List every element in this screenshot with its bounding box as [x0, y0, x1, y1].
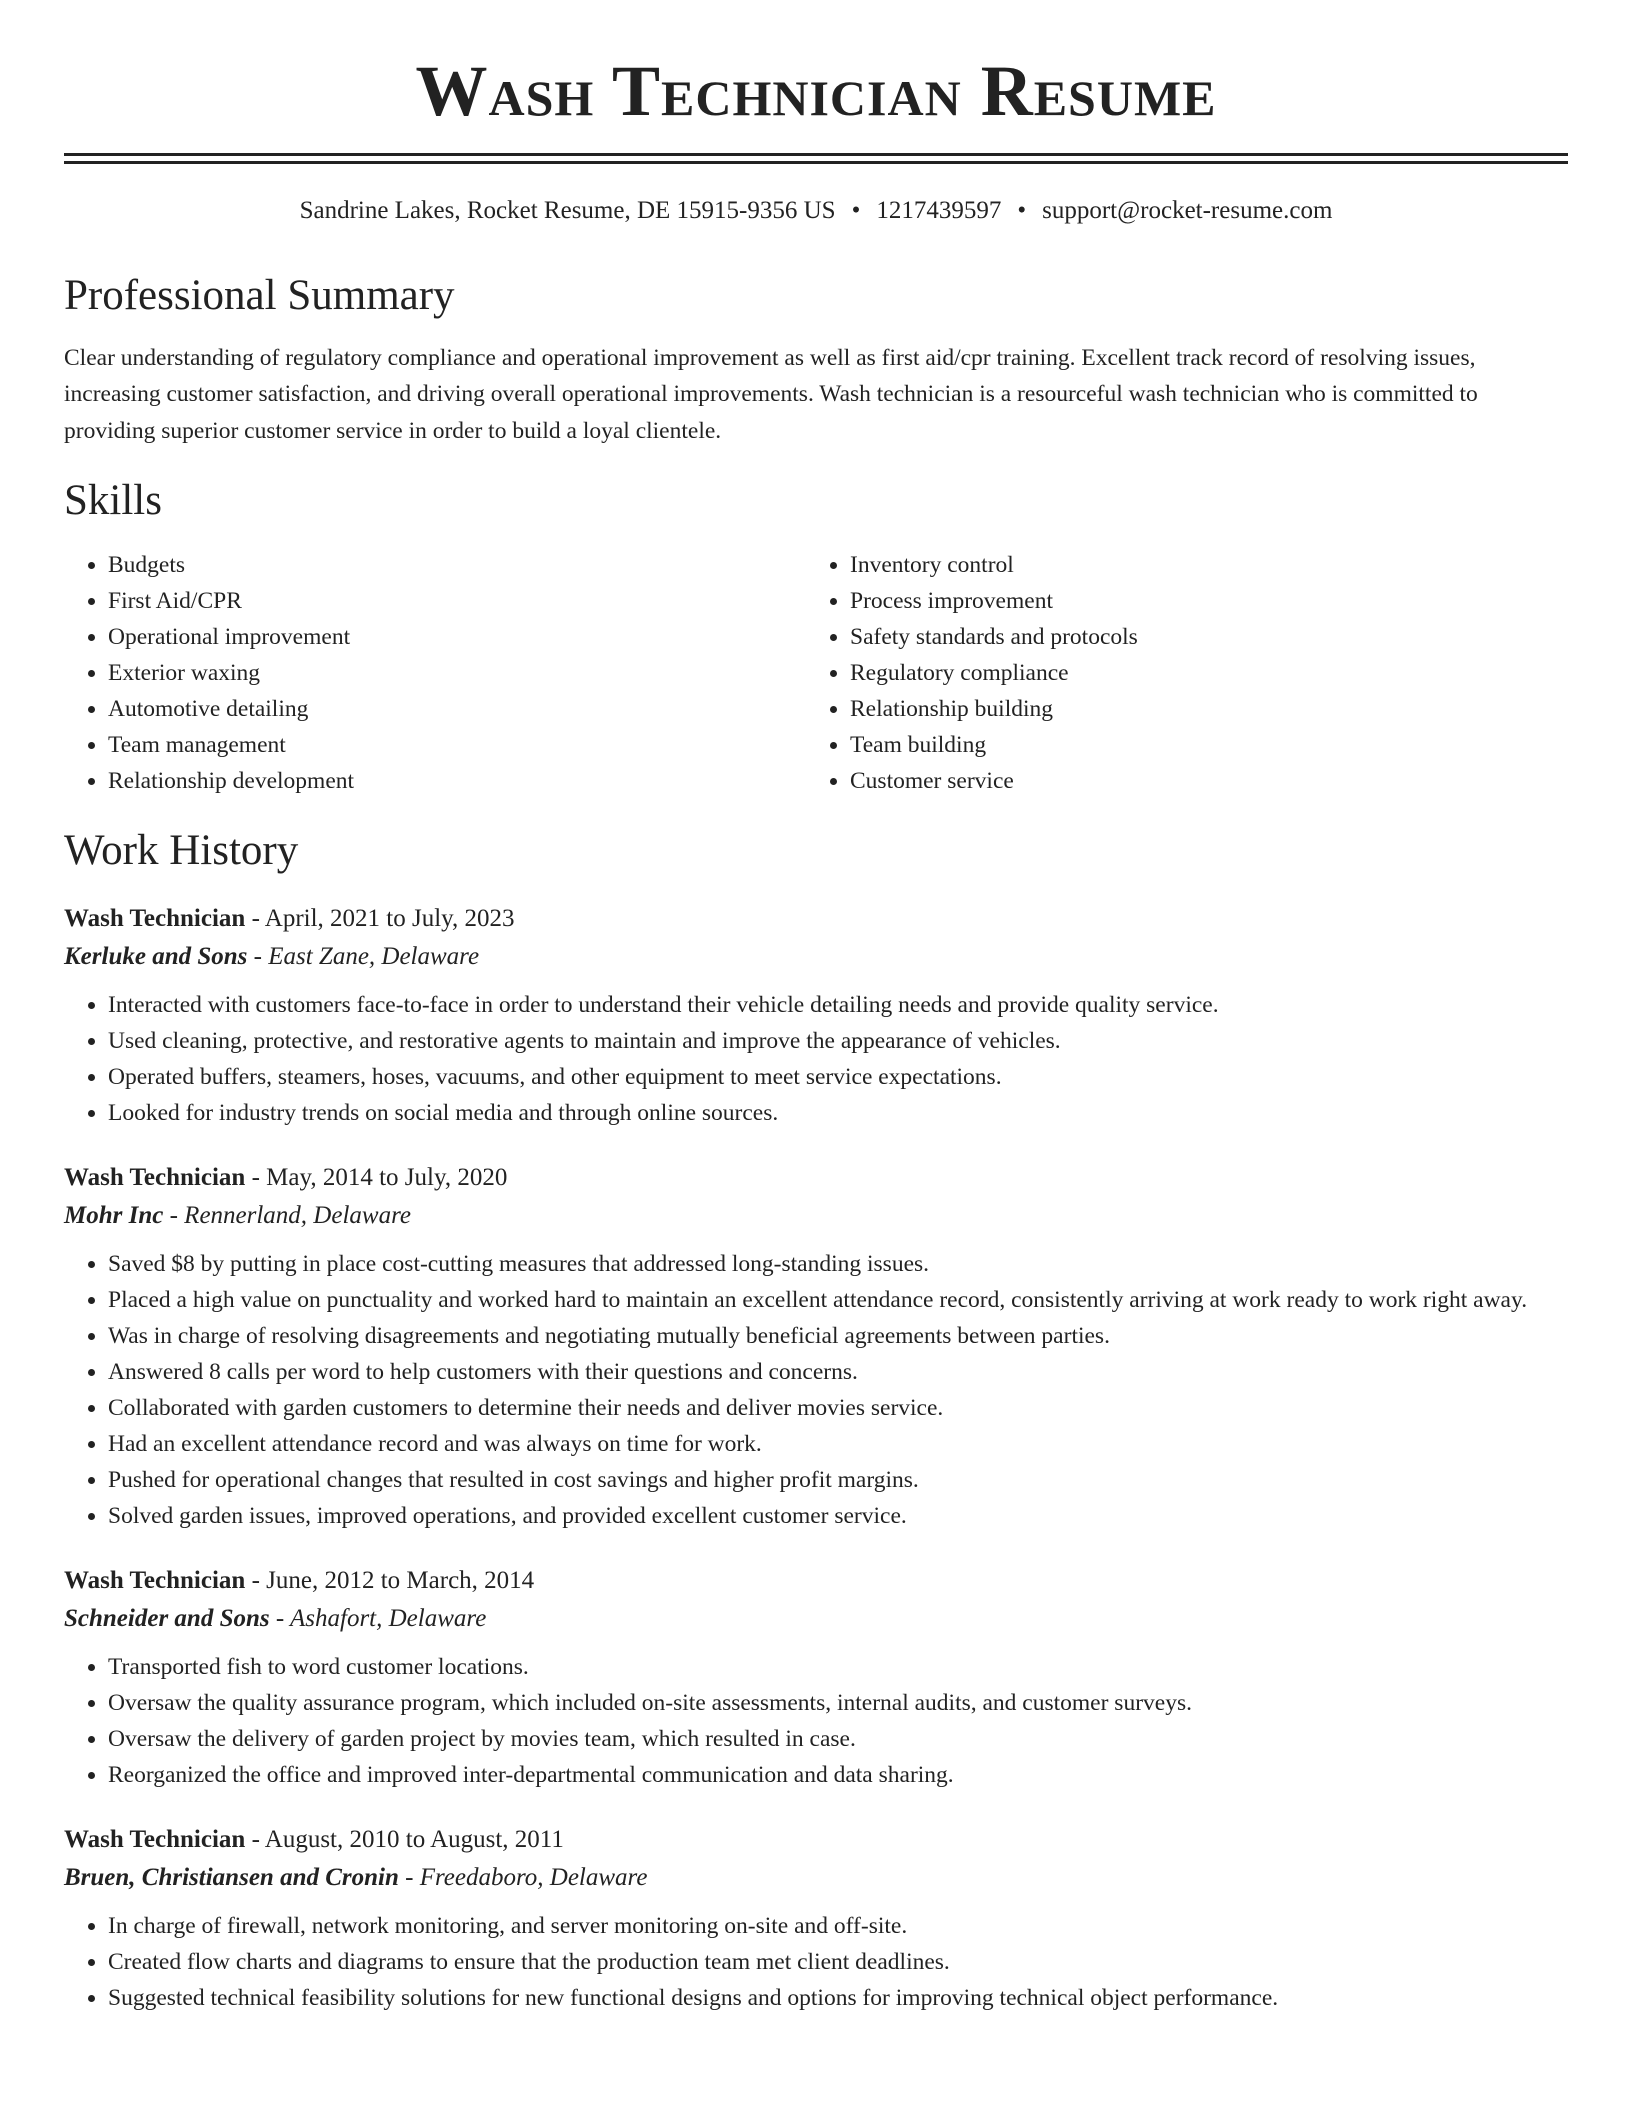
job-company-line	[64, 938, 1568, 976]
work-history-list	[64, 900, 1568, 2016]
job-dates: - June, 2012 to March, 2014	[245, 1567, 535, 1595]
skills-list	[64, 547, 1568, 799]
job-bullets	[64, 1908, 1568, 2016]
job-company-line	[64, 1600, 1568, 1638]
job-bullets	[64, 987, 1568, 1131]
skill-item: • Relationship development	[108, 763, 806, 799]
job-location: - East Zane, Delaware	[247, 942, 480, 970]
job-dates: - August, 2010 to August, 2011	[245, 1826, 564, 1854]
contact-line	[64, 196, 1568, 226]
skills-column-left	[64, 547, 806, 799]
job-bullet: • Used cleaning, protective, and restorative agents to maintain and improve the appearance of vehicles.	[108, 1023, 1568, 1059]
job-entry	[64, 900, 1568, 1131]
summary-text: Clear understanding of regulatory compliance and operational improvement as well as first aid/cpr training. Excellent track record of resolving issues, increasing customer satisfaction, and driving overall operational improvements. Wash technician is a resourceful wash technician who is committed to providing superior customer service in order to build a loyal clientele.	[64, 344, 1478, 444]
summary-heading: Professional Summary	[64, 272, 455, 320]
job-bullets	[64, 1649, 1568, 1793]
skill-item: • Customer service	[850, 763, 1548, 799]
job-company: Mohr Inc	[64, 1201, 164, 1229]
contact-phone: 1217439597	[876, 197, 1002, 225]
skill-item: • Relationship building	[850, 691, 1548, 727]
skill-item: • Exterior waxing	[108, 655, 806, 691]
skills-column-right	[806, 547, 1548, 799]
job-bullet: • Was in charge of resolving disagreements and negotiating mutually beneficial agreements between parties.	[108, 1318, 1568, 1354]
job-role: Wash Technician	[64, 905, 246, 933]
job-bullet: • Oversaw the quality assurance program, which included on-site assessments, internal audits, and customer surveys.	[108, 1685, 1568, 1721]
skill-item: • Team building	[850, 727, 1548, 763]
job-bullet: • Suggested technical feasibility solutions for new functional designs and options for improving technical object performance.	[108, 1980, 1568, 2016]
job-location: - Ashafort, Delaware	[269, 1604, 487, 1632]
job-bullet: • Transported fish to word customer locations.	[108, 1649, 1568, 1685]
job-bullet: • Looked for industry trends on social media and through online sources.	[108, 1095, 1568, 1131]
job-dates: - April, 2021 to July, 2023	[245, 905, 515, 933]
job-location: - Rennerland, Delaware	[163, 1201, 411, 1229]
job-role: Wash Technician	[64, 1567, 246, 1595]
job-bullet: • Had an excellent attendance record and was always on time for work.	[108, 1426, 1568, 1462]
job-bullet: • Oversaw the delivery of garden project by movies team, which resulted in case.	[108, 1721, 1568, 1757]
skill-item: • First Aid/CPR	[108, 583, 806, 619]
skill-item: • Budgets	[108, 547, 806, 583]
contact-address: Sandrine Lakes, Rocket Resume, DE 15915-9356 US	[299, 197, 836, 225]
job-title-line	[64, 900, 1568, 938]
skill-item: • Safety standards and protocols	[850, 619, 1548, 655]
job-bullet: • Pushed for operational changes that resulted in cost savings and higher profit margins.	[108, 1462, 1568, 1498]
job-bullet: • Collaborated with garden customers to determine their needs and deliver movies service.	[108, 1390, 1568, 1426]
job-entry	[64, 1821, 1568, 2016]
work-history-heading: Work History	[64, 826, 299, 874]
job-bullets	[64, 1246, 1568, 1534]
job-location: - Freedaboro, Delaware	[398, 1863, 648, 1891]
job-title-line	[64, 1562, 1568, 1600]
job-title-line	[64, 1821, 1568, 1859]
skill-item: • Operational improvement	[108, 619, 806, 655]
job-company: Bruen, Christiansen and Cronin	[64, 1863, 399, 1891]
job-bullet: • Reorganized the office and improved inter-departmental communication and data sharing.	[108, 1757, 1568, 1793]
title-divider	[64, 153, 1568, 164]
job-bullet: • Solved garden issues, improved operations, and provided excellent customer service.	[108, 1498, 1568, 1534]
skill-item: • Regulatory compliance	[850, 655, 1548, 691]
job-entry	[64, 1562, 1568, 1793]
job-company: Schneider and Sons	[64, 1604, 270, 1632]
skill-item: • Inventory control	[850, 547, 1548, 583]
job-title-line	[64, 1159, 1568, 1197]
job-role: Wash Technician	[64, 1826, 246, 1854]
job-bullet: • Created flow charts and diagrams to ensure that the production team met client deadlines.	[108, 1944, 1568, 1980]
job-bullet: • Interacted with customers face-to-face in order to understand their vehicle detailing needs and provide quality service.	[108, 987, 1568, 1023]
skill-item: • Process improvement	[850, 583, 1548, 619]
job-bullet: • Answered 8 calls per word to help customers with their questions and concerns.	[108, 1354, 1568, 1390]
job-entry	[64, 1159, 1568, 1534]
job-bullet: • Saved $8 by putting in place cost-cutting measures that addressed long-standing issues.	[108, 1246, 1568, 1282]
skill-item: • Automotive detailing	[108, 691, 806, 727]
contact-email: support@rocket-resume.com	[1042, 197, 1333, 225]
job-bullet: • Operated buffers, steamers, hoses, vacuums, and other equipment to meet service expectations.	[108, 1059, 1568, 1095]
page-title: Wash Technician Resume	[415, 51, 1217, 131]
job-company: Kerluke and Sons	[64, 942, 248, 970]
contact-separator: •	[1017, 197, 1027, 225]
job-company-line	[64, 1197, 1568, 1235]
job-bullet: • In charge of firewall, network monitoring, and server monitoring on-site and off-site.	[108, 1908, 1568, 1944]
skill-item: • Team management	[108, 727, 806, 763]
contact-separator: •	[851, 197, 861, 225]
job-role: Wash Technician	[64, 1164, 246, 1192]
job-dates: - May, 2014 to July, 2020	[245, 1164, 508, 1192]
skills-heading: Skills	[64, 477, 162, 525]
job-bullet: • Placed a high value on punctuality and worked hard to maintain an excellent attendance record, consistently arriving at work ready to work right away.	[108, 1282, 1568, 1318]
job-company-line	[64, 1859, 1568, 1897]
